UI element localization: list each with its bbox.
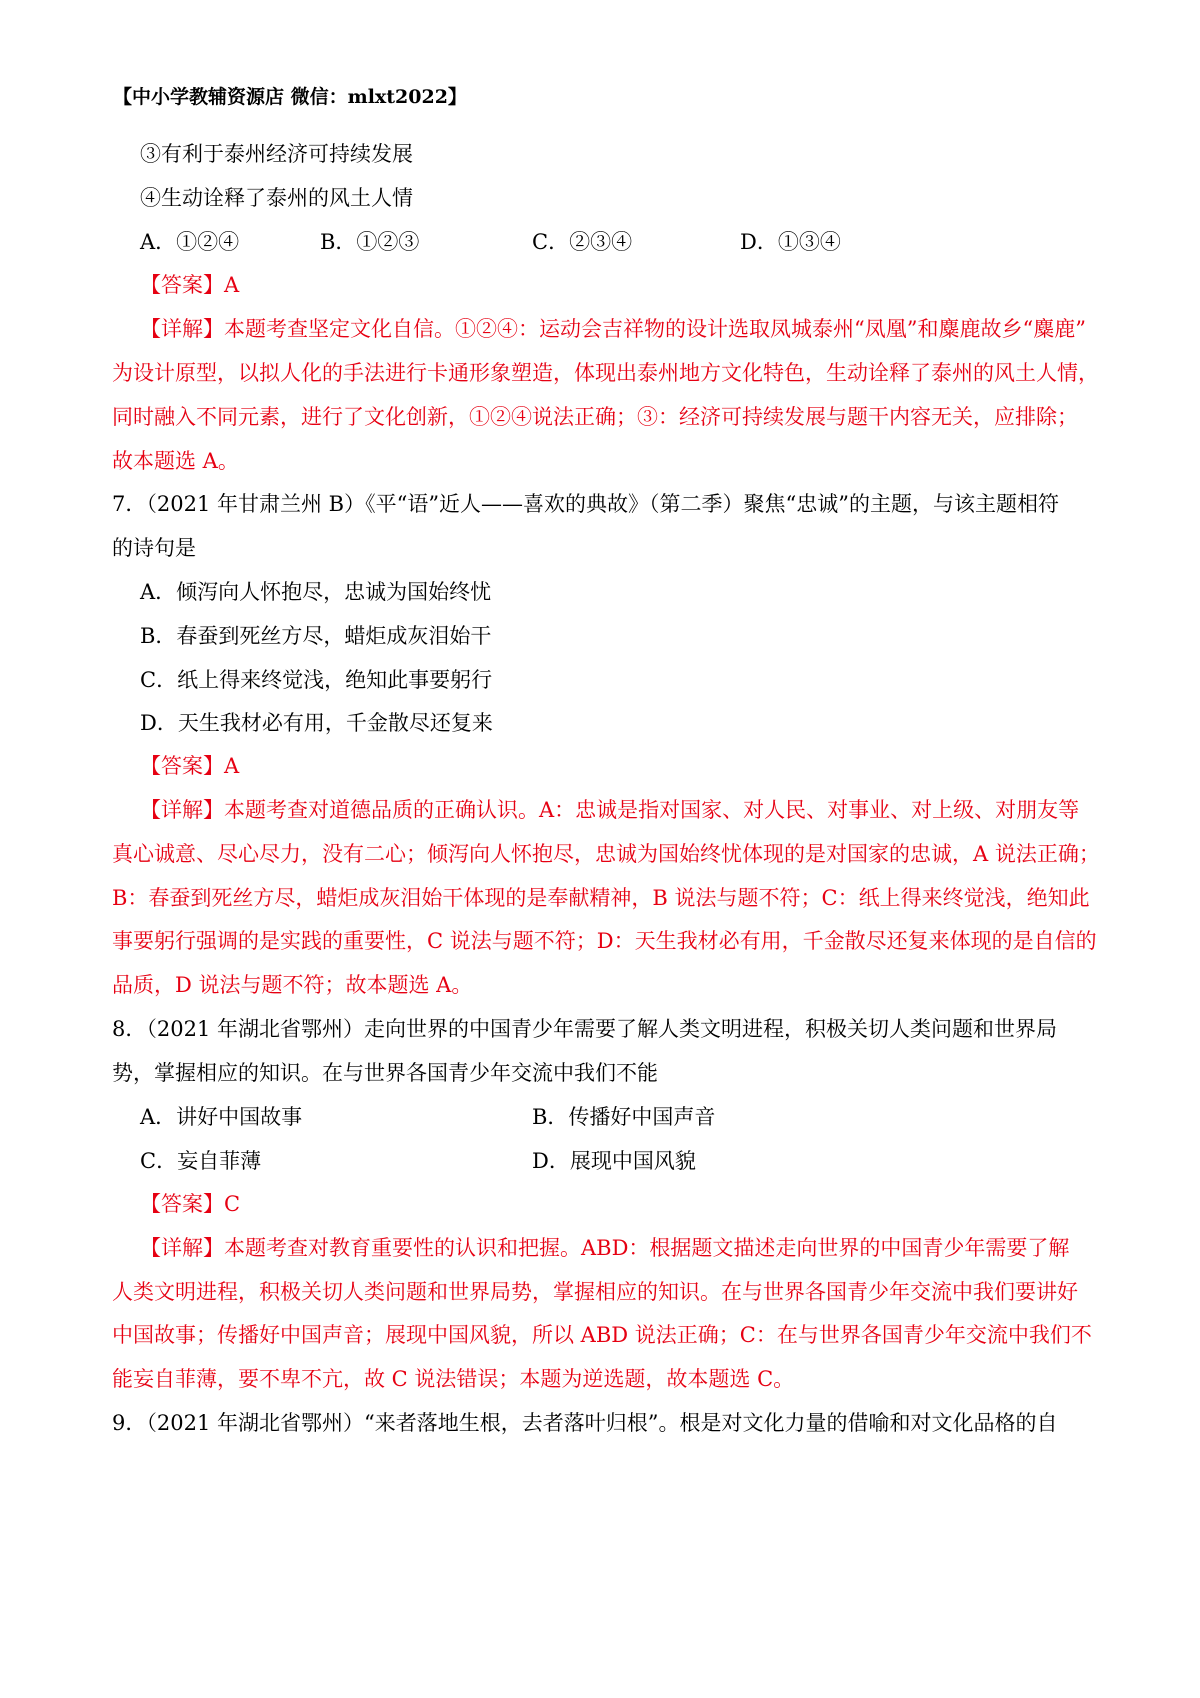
q6-option-a: A．①②④	[140, 230, 240, 254]
q6-explanation-line: 故本题选 A。	[112, 449, 239, 473]
q6-item-3: ③有利于泰州经济可持续发展	[140, 142, 413, 166]
q8-option-a: A．讲好中国故事	[140, 1105, 303, 1129]
q6-explanation-line: 【详解】本题考查坚定文化自信。①②④：运动会吉祥物的设计选取凤城泰州“凤凰”和麋鹿故乡“麋鹿”	[140, 317, 1086, 341]
q6-explanation-line: 同时融入不同元素，进行了文化创新，①②④说法正确；③：经济可持续发展与题干内容无关，应排除；	[112, 405, 1078, 429]
q8-answer: 【答案】C	[140, 1192, 241, 1216]
q6-option-b: B．①②③	[320, 230, 420, 254]
q8-option-d: D．展现中国风貌	[532, 1149, 696, 1173]
q7-explanation-line: B：春蚕到死丝方尽，蜡炬成灰泪始干体现的是奉献精神，B 说法与题不符；C：纸上得来终觉浅，绝知此	[112, 886, 1090, 910]
q6-item-4: ④生动诠释了泰州的风土人情	[140, 186, 413, 210]
q7-explanation-line: 品质，D 说法与题不符；故本题选 A。	[112, 973, 473, 997]
q6-answer: 【答案】A	[140, 273, 240, 297]
q7-stem-line: 7．（2021 年甘肃兰州 B）《平“语”近人——喜欢的典故》（第二季）聚焦“忠诚”的主题，与该主题相符	[112, 492, 1060, 516]
q8-explanation-line: 能妄自菲薄，要不卑不亢，故 C 说法错误；本题为逆选题，故本题选 C。	[112, 1367, 795, 1391]
q8-option-b: B．传播好中国声音	[532, 1105, 716, 1129]
q9-stem-line: 9．（2021 年湖北省鄂州）“来者落地生根，去者落叶归根”。根是对文化力量的借喻和对文化品格的自	[112, 1411, 1058, 1435]
q7-option-d: D．天生我材必有用，千金散尽还复来	[140, 711, 493, 735]
header-watermark: 【中小学教辅资源店 微信：mlxt2022】	[113, 86, 467, 108]
q7-explanation-line: 【详解】本题考查对道德品质的正确认识。A：忠诚是指对国家、对人民、对事业、对上级、对朋友等	[140, 798, 1080, 822]
q8-stem-line: 势，掌握相应的知识。在与世界各国青少年交流中我们不能	[112, 1061, 658, 1085]
q6-option-d: D．①③④	[740, 230, 841, 254]
q7-explanation-line: 真心诚意、尽心尽力，没有二心；倾泻向人怀抱尽，忠诚为国始终忧体现的是对国家的忠诚，A 说法正确；	[112, 842, 1100, 866]
q8-explanation-line: 中国故事；传播好中国声音；展现中国风貌，所以 ABD 说法正确；C：在与世界各国青少年交流中我们不	[112, 1323, 1092, 1347]
q7-option-a: A．倾泻向人怀抱尽，忠诚为国始终忧	[140, 580, 492, 604]
q7-explanation-line: 事要躬行强调的是实践的重要性，C 说法与题不符；D：天生我材必有用，千金散尽还复来体现的是自信的	[112, 929, 1097, 953]
q8-explanation-line: 人类文明进程，积极关切人类问题和世界局势，掌握相应的知识。在与世界各国青少年交流中我们要讲好	[112, 1280, 1078, 1304]
q8-explanation-line: 【详解】本题考查对教育重要性的认识和把握。ABD：根据题文描述走向世界的中国青少年需要了解	[140, 1236, 1070, 1260]
q6-explanation-line: 为设计原型，以拟人化的手法进行卡通形象塑造，体现出泰州地方文化特色，生动诠释了泰州的风土人情，	[112, 361, 1099, 385]
q8-option-c: C．妄自菲薄	[140, 1149, 262, 1173]
q7-answer: 【答案】A	[140, 754, 240, 778]
q8-stem-line: 8．（2021 年湖北省鄂州）走向世界的中国青少年需要了解人类文明进程，积极关切人类问题和世界局	[112, 1017, 1057, 1041]
q7-stem-line: 的诗句是	[112, 536, 196, 560]
q6-option-c: C．②③④	[532, 230, 633, 254]
q7-option-c: C．纸上得来终觉浅，绝知此事要躬行	[140, 668, 493, 692]
q7-option-b: B．春蚕到死丝方尽，蜡炬成灰泪始干	[140, 624, 492, 648]
